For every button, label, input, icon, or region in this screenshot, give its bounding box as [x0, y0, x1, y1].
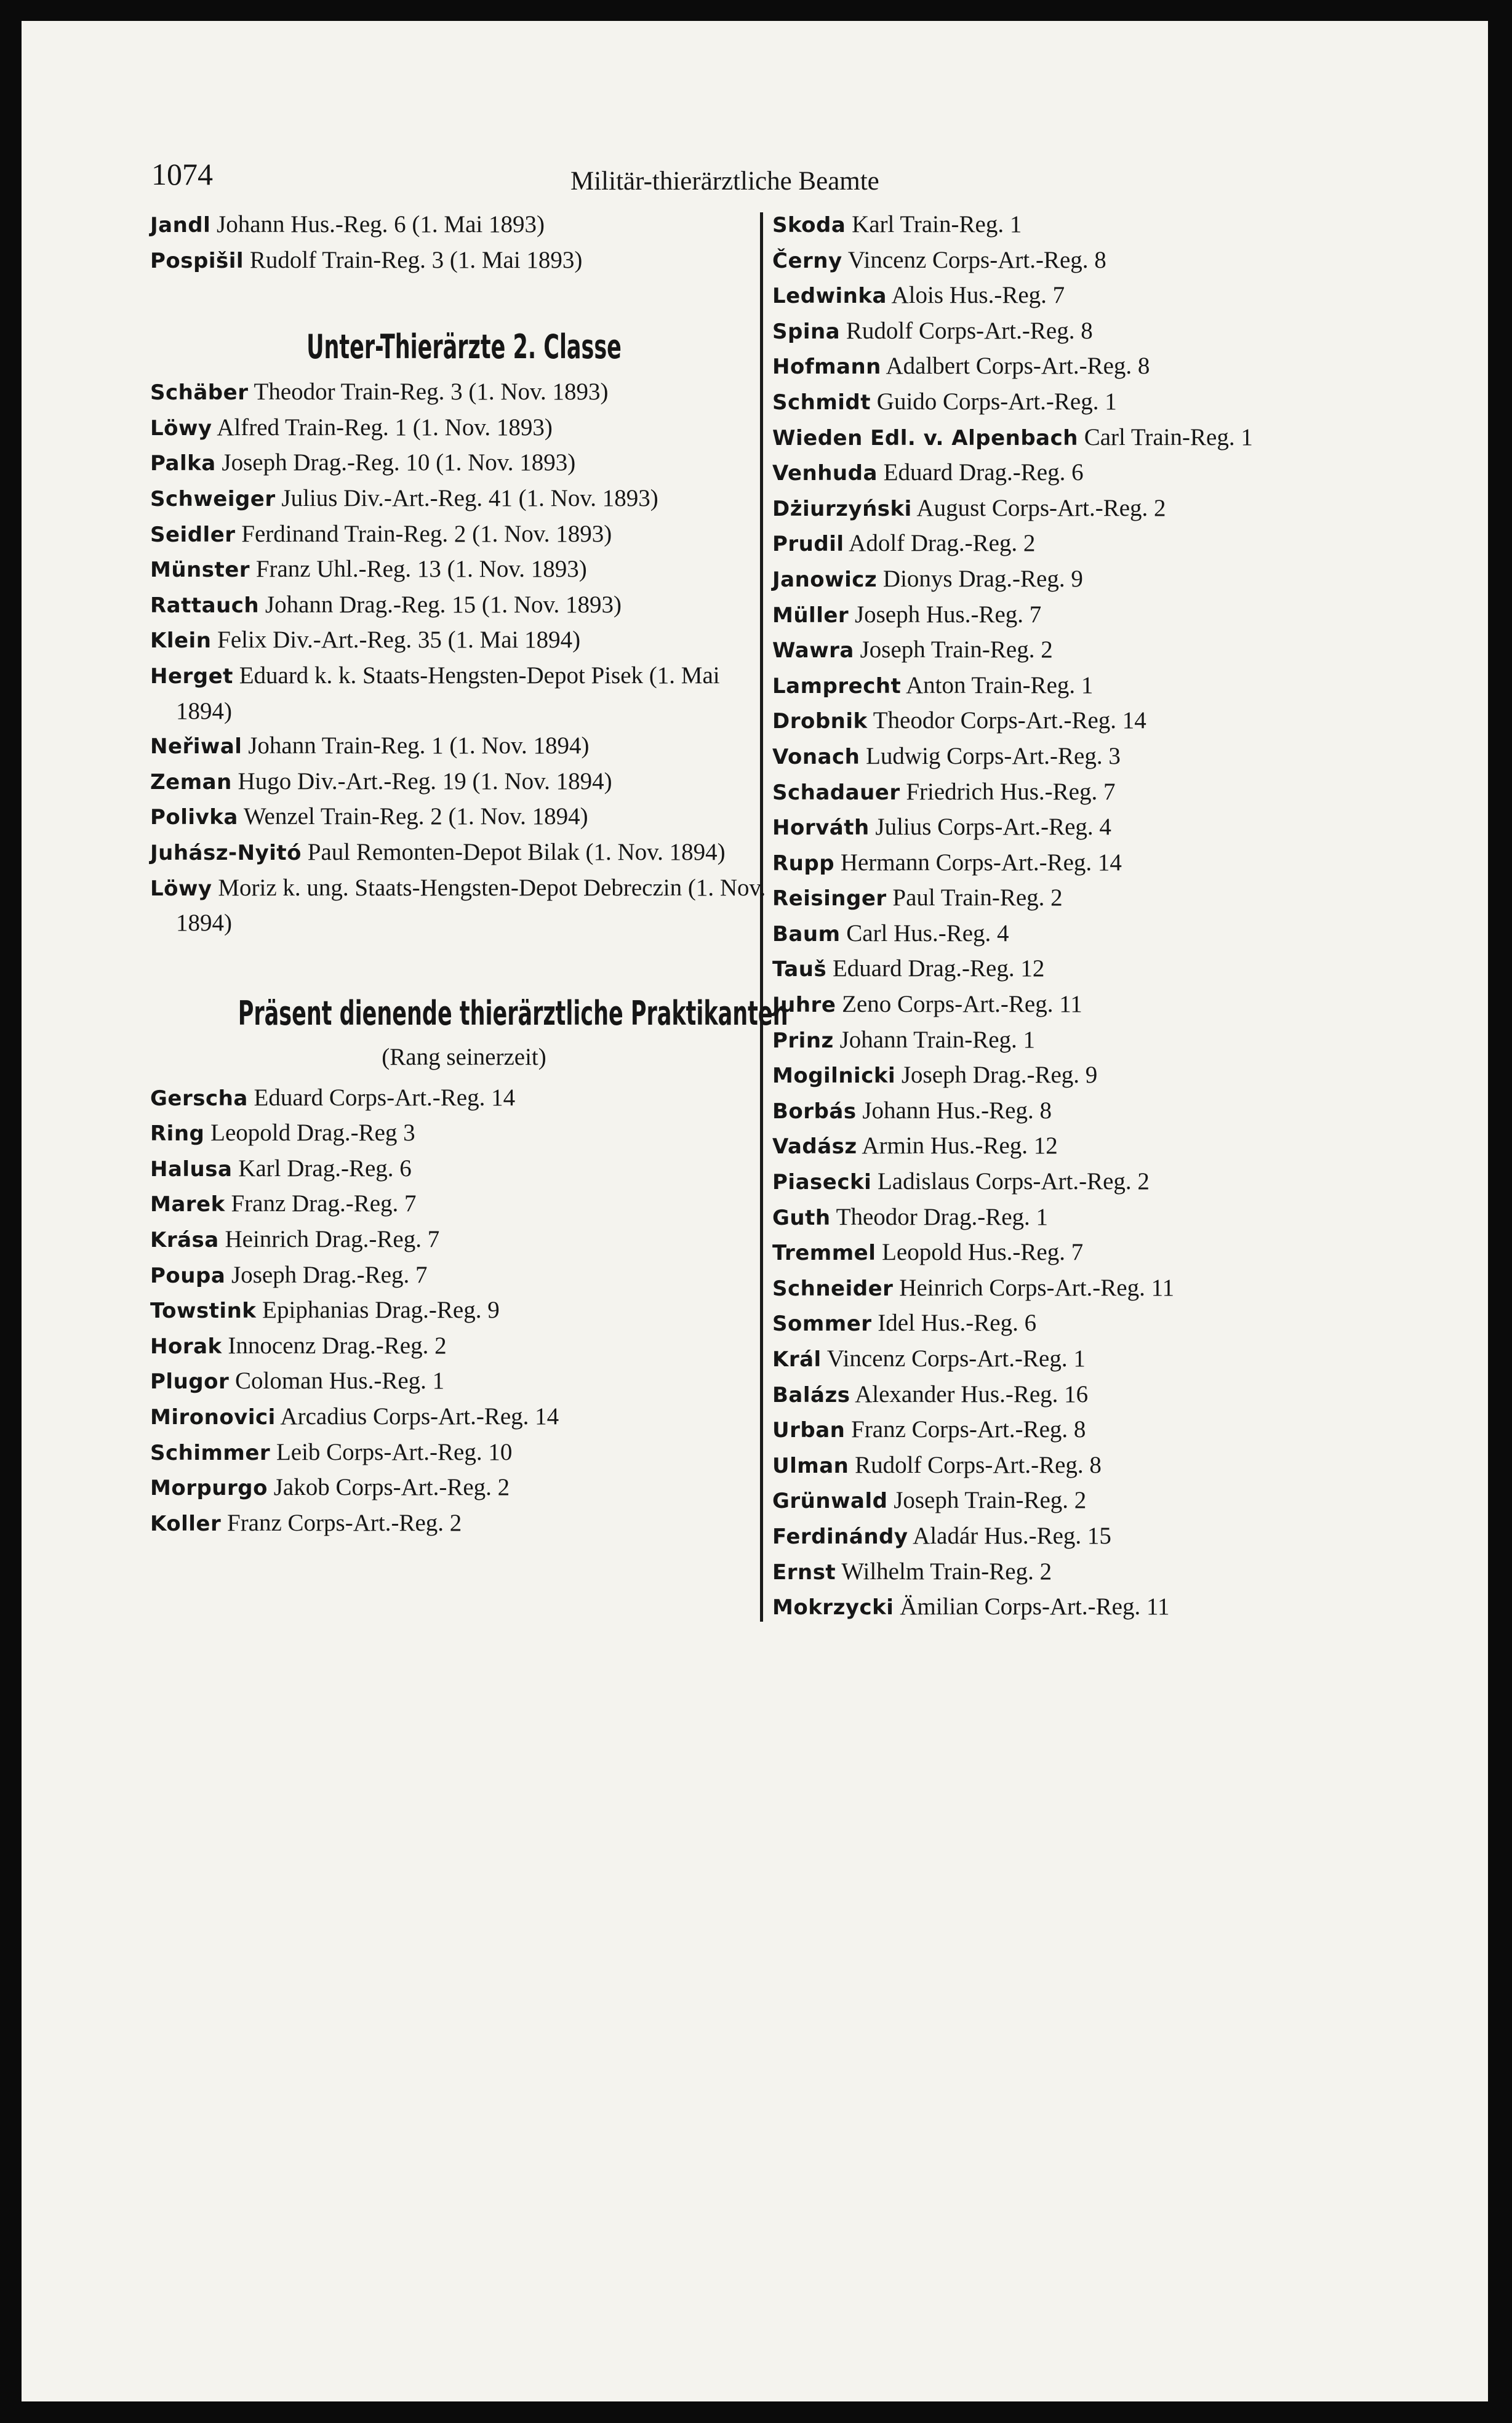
entry-detail: Idel Hus.-Reg. 6 — [878, 1310, 1037, 1337]
entry-detail: Paul Train-Reg. 2 — [892, 884, 1063, 911]
list-item — [772, 1058, 1388, 1094]
entry-detail: Arcadius Corps-Art.-Reg. 14 — [280, 1403, 559, 1430]
entry-detail: Vincenz Corps-Art.-Reg. 1 — [826, 1345, 1086, 1372]
entry-detail: Eduard Drag.-Reg. 12 — [832, 955, 1045, 982]
surname: Schadauer — [772, 780, 900, 805]
entry-detail: Friedrich Hus.-Reg. 7 — [906, 778, 1116, 805]
list-item — [772, 775, 1388, 811]
entry-detail: Moriz k. ung. Staats-Hengsten-Depot Debreczin (1. Nov. 1894) — [176, 874, 766, 937]
surname: Ring — [150, 1121, 205, 1147]
surname: Morpurgo — [150, 1476, 268, 1501]
list-item — [150, 411, 778, 446]
entry-detail: Paul Remonten-Depot Bilak (1. Nov. 1894) — [307, 838, 726, 865]
entry-detail: Rudolf Corps-Art.-Reg. 8 — [855, 1451, 1102, 1478]
surname: Mironovici — [150, 1405, 276, 1430]
surname: Vonach — [772, 744, 860, 769]
right-column — [772, 207, 1388, 1625]
list-item — [150, 1364, 778, 1400]
list-item — [150, 1400, 778, 1435]
entry-detail: Theodor Corps-Art.-Reg. 14 — [873, 707, 1146, 734]
section2-entry-list — [150, 1081, 778, 1542]
entry-detail: Ämilian Corps-Art.-Reg. 11 — [900, 1593, 1170, 1620]
surname: Plugor — [150, 1369, 230, 1395]
entry-detail: Eduard Drag.-Reg. 6 — [883, 459, 1084, 486]
entry-detail: Adolf Drag.-Reg. 2 — [849, 530, 1036, 557]
surname: Hofmann — [772, 354, 881, 380]
surname: Halusa — [150, 1156, 233, 1182]
entry-detail: Eduard Corps-Art.-Reg. 14 — [254, 1084, 516, 1111]
list-item — [150, 1081, 778, 1116]
surname: Jandl — [150, 213, 211, 238]
entry-detail: Alois Hus.-Reg. 7 — [891, 282, 1065, 309]
entry-detail: Joseph Drag.-Reg. 7 — [231, 1261, 428, 1288]
surname: Balázs — [772, 1382, 850, 1408]
surname: Urban — [772, 1418, 846, 1443]
entry-detail: Carl Train-Reg. 1 — [1084, 423, 1253, 451]
surname: Král — [772, 1347, 822, 1372]
entry-detail: Aladár Hus.-Reg. 15 — [913, 1522, 1111, 1549]
surname: Piasecki — [772, 1170, 872, 1195]
list-item — [772, 668, 1388, 704]
entry-detail: Rudolf Corps-Art.-Reg. 8 — [846, 317, 1093, 344]
list-item — [772, 562, 1388, 598]
list-item — [150, 764, 778, 800]
surname: Schweiger — [150, 486, 276, 511]
entry-detail: Carl Hus.-Reg. 4 — [846, 919, 1009, 947]
surname: Baum — [772, 921, 841, 947]
surname: Tauš — [772, 957, 827, 982]
page-header — [151, 143, 1247, 217]
list-item — [772, 455, 1388, 491]
list-item — [772, 1483, 1388, 1519]
surname: Rupp — [772, 851, 835, 876]
surname: Grünwald — [772, 1489, 888, 1514]
surname: Polivka — [150, 805, 238, 830]
list-item — [150, 871, 778, 941]
list-item — [772, 207, 1388, 243]
list-item — [772, 810, 1388, 846]
surname: Ledwinka — [772, 284, 887, 309]
surname: Reisinger — [772, 886, 887, 911]
surname: Schäber — [150, 380, 249, 406]
entry-detail: Theodor Drag.-Reg. 1 — [836, 1203, 1049, 1230]
section-heading-unter-thieraerzte: Unter-Thierärzte 2. Classe — [306, 327, 622, 367]
surname: Juhász-Nyitó — [150, 840, 302, 865]
surname: Poupa — [150, 1263, 226, 1288]
list-item — [150, 659, 778, 729]
list-item — [150, 1187, 778, 1222]
list-item — [150, 1506, 778, 1542]
entry-detail: Anton Train-Reg. 1 — [905, 671, 1094, 699]
list-item — [772, 1094, 1388, 1129]
surname: Horváth — [772, 815, 870, 841]
entry-detail: Ferdinand Train-Reg. 2 (1. Nov. 1893) — [241, 520, 612, 547]
list-item — [772, 633, 1388, 668]
list-item — [772, 1342, 1388, 1377]
list-item — [150, 1151, 778, 1187]
surname: Spina — [772, 319, 841, 344]
surname: Ferdinándy — [772, 1524, 908, 1549]
entry-detail: Rudolf Train-Reg. 3 (1. Mai 1893) — [249, 246, 583, 273]
surname: Prudil — [772, 532, 844, 557]
surname: Koller — [150, 1511, 222, 1536]
surname: Juhre — [772, 993, 836, 1018]
list-item — [150, 1116, 778, 1151]
list-item — [150, 588, 778, 623]
list-item — [772, 526, 1388, 562]
list-item — [772, 1023, 1388, 1059]
entry-detail: Johann Drag.-Reg. 15 (1. Nov. 1893) — [265, 591, 622, 618]
surname: Prinz — [772, 1028, 834, 1053]
list-item — [772, 1448, 1388, 1484]
entry-detail: Johann Hus.-Reg. 8 — [862, 1097, 1052, 1124]
entry-detail: August Corps-Art.-Reg. 2 — [916, 494, 1166, 521]
entry-detail: Adalbert Corps-Art.-Reg. 8 — [886, 353, 1150, 380]
entry-detail: Johann Hus.-Reg. 6 (1. Mai 1893) — [217, 211, 545, 238]
entry-detail: Julius Corps-Art.-Reg. 4 — [875, 814, 1111, 841]
list-item — [772, 1164, 1388, 1200]
surname: Herget — [150, 663, 233, 689]
list-item — [772, 1377, 1388, 1413]
entry-detail: Hermann Corps-Art.-Reg. 14 — [840, 849, 1122, 876]
surname: Palka — [150, 451, 216, 476]
list-item — [772, 1200, 1388, 1236]
list-item — [772, 1555, 1388, 1590]
surname: Janowicz — [772, 567, 878, 592]
entry-detail: Franz Corps-Art.-Reg. 8 — [851, 1416, 1086, 1443]
list-item — [772, 491, 1388, 527]
entry-detail: Joseph Drag.-Reg. 9 — [901, 1062, 1098, 1089]
list-item — [772, 739, 1388, 775]
list-item — [772, 846, 1388, 881]
surname: Marek — [150, 1192, 225, 1217]
entry-detail: Wenzel Train-Reg. 2 (1. Nov. 1894) — [243, 803, 588, 830]
surname: Towstink — [150, 1299, 257, 1324]
list-item — [772, 987, 1388, 1023]
list-item — [150, 729, 778, 764]
surname: Horak — [150, 1334, 222, 1359]
entry-detail: Zeno Corps-Art.-Reg. 11 — [842, 991, 1082, 1018]
list-item — [150, 1470, 778, 1506]
entry-detail: Joseph Train-Reg. 2 — [894, 1487, 1087, 1514]
top-entry-list — [150, 207, 778, 278]
entry-detail: Vincenz Corps-Art.-Reg. 8 — [847, 246, 1106, 273]
list-item — [772, 1235, 1388, 1271]
list-item — [772, 1519, 1388, 1555]
surname: Löwy — [150, 415, 212, 441]
surname: Krása — [150, 1228, 219, 1253]
list-item — [150, 375, 778, 411]
list-item — [772, 349, 1388, 385]
surname: Mogilnicki — [772, 1063, 896, 1089]
surname: Mokrzycki — [772, 1595, 894, 1620]
surname: Lamprecht — [772, 673, 902, 699]
list-item — [772, 881, 1388, 916]
surname: Löwy — [150, 876, 212, 901]
surname: Borbás — [772, 1099, 857, 1124]
entry-detail: Dionys Drag.-Reg. 9 — [882, 565, 1083, 592]
surname: Wieden Edl. v. Alpenbach — [772, 425, 1078, 451]
list-item — [150, 243, 778, 279]
list-item — [150, 481, 778, 517]
surname: Ernst — [772, 1560, 836, 1585]
surname: Venhuda — [772, 461, 878, 486]
surname: Schneider — [772, 1276, 894, 1301]
surname: Ulman — [772, 1453, 849, 1478]
list-item — [150, 552, 778, 588]
entry-detail: Alfred Train-Reg. 1 (1. Nov. 1893) — [217, 414, 553, 441]
entry-detail: Ludwig Corps-Art.-Reg. 3 — [866, 742, 1121, 769]
list-item — [772, 1271, 1388, 1307]
entry-detail: Karl Drag.-Reg. 6 — [238, 1155, 412, 1182]
list-item — [772, 1590, 1388, 1625]
list-item — [772, 1412, 1388, 1448]
entry-detail: Franz Uhl.-Reg. 13 (1. Nov. 1893) — [255, 556, 587, 583]
surname: Gerscha — [150, 1086, 248, 1111]
list-item — [150, 1329, 778, 1364]
list-item — [150, 1293, 778, 1329]
surname: Schmidt — [772, 390, 871, 415]
list-item — [772, 420, 1388, 456]
entry-detail: Julius Div.-Art.-Reg. 41 (1. Nov. 1893) — [281, 484, 658, 511]
entry-detail: Karl Train-Reg. 1 — [852, 211, 1022, 238]
entry-detail: Guido Corps-Art.-Reg. 1 — [876, 388, 1117, 415]
entry-detail: Theodor Train-Reg. 3 (1. Nov. 1893) — [254, 378, 609, 406]
running-title: Militär-thierärztliche Beamte — [570, 167, 879, 196]
list-item — [150, 1435, 778, 1471]
entry-detail: Franz Corps-Art.-Reg. 2 — [227, 1509, 462, 1536]
surname: Zeman — [150, 769, 232, 795]
entry-detail: Johann Train-Reg. 1 (1. Nov. 1894) — [248, 732, 590, 759]
list-item — [150, 1222, 778, 1258]
surname: Pospišil — [150, 248, 244, 273]
section-subheading: (Rang seinerzeit) — [382, 1043, 546, 1070]
entry-detail: Franz Drag.-Reg. 7 — [231, 1190, 417, 1217]
page-number: 1074 — [151, 157, 213, 191]
surname: Münster — [150, 558, 250, 583]
list-item — [150, 517, 778, 553]
list-item — [150, 207, 778, 243]
surname: Guth — [772, 1205, 831, 1230]
surname: Drobnik — [772, 709, 868, 734]
entry-detail: Eduard k. k. Staats-Hengsten-Depot Pisek (1. Mai 1894) — [176, 662, 720, 724]
section1-entry-list — [150, 375, 778, 941]
surname: Neřiwal — [150, 734, 242, 759]
list-item — [150, 1258, 778, 1294]
left-column — [150, 207, 788, 1541]
surname: Skoda — [772, 213, 846, 238]
list-item — [772, 385, 1388, 420]
list-item — [772, 1129, 1388, 1164]
entry-detail: Ladislaus Corps-Art.-Reg. 2 — [877, 1168, 1150, 1195]
surname: Klein — [150, 628, 212, 654]
list-item — [772, 1306, 1388, 1342]
list-item — [772, 703, 1388, 739]
surname: Müller — [772, 603, 849, 628]
surname: Seidler — [150, 522, 236, 547]
surname: Vadász — [772, 1134, 857, 1159]
entry-detail: Epiphanias Drag.-Reg. 9 — [262, 1297, 500, 1324]
surname: Sommer — [772, 1312, 872, 1337]
entry-detail: Heinrich Drag.-Reg. 7 — [225, 1226, 440, 1253]
entry-detail: Coloman Hus.-Reg. 1 — [235, 1368, 445, 1395]
list-item — [150, 835, 778, 871]
entry-detail: Alexander Hus.-Reg. 16 — [855, 1380, 1089, 1408]
entry-detail: Joseph Train-Reg. 2 — [860, 636, 1053, 663]
surname: Dżiurzyński — [772, 496, 912, 521]
entry-detail: Innocenz Drag.-Reg. 2 — [228, 1332, 447, 1359]
entry-detail: Joseph Drag.-Reg. 10 (1. Nov. 1893) — [222, 449, 576, 476]
surname: Rattauch — [150, 593, 260, 618]
entry-detail: Leib Corps-Art.-Reg. 10 — [276, 1438, 513, 1465]
surname: Wawra — [772, 638, 854, 663]
surname: Schimmer — [150, 1440, 271, 1465]
entry-detail: Johann Train-Reg. 1 — [839, 1026, 1036, 1053]
list-item — [150, 623, 778, 659]
entry-detail: Felix Div.-Art.-Reg. 35 (1. Mai 1894) — [217, 627, 581, 654]
surname: Černy — [772, 248, 842, 273]
entry-detail: Joseph Hus.-Reg. 7 — [854, 601, 1042, 628]
entry-detail: Leopold Drag.-Reg 3 — [210, 1119, 415, 1147]
section-heading-praktikanten: Präsent dienende thierärztliche Praktikanten — [238, 993, 788, 1033]
list-item — [772, 916, 1388, 952]
entry-detail: Armin Hus.-Reg. 12 — [862, 1132, 1058, 1159]
list-item — [772, 598, 1388, 633]
list-item — [150, 446, 778, 481]
list-item — [772, 278, 1388, 314]
entry-detail: Heinrich Corps-Art.-Reg. 11 — [899, 1274, 1175, 1301]
list-item — [772, 951, 1388, 987]
entry-detail: Leopold Hus.-Reg. 7 — [882, 1239, 1084, 1266]
entry-detail: Wilhelm Train-Reg. 2 — [841, 1558, 1052, 1585]
entry-detail: Hugo Div.-Art.-Reg. 19 (1. Nov. 1894) — [238, 767, 612, 795]
list-item — [772, 243, 1388, 279]
list-item — [772, 314, 1388, 350]
surname: Tremmel — [772, 1241, 876, 1266]
list-item — [150, 799, 778, 835]
entry-detail: Jakob Corps-Art.-Reg. 2 — [273, 1474, 510, 1501]
